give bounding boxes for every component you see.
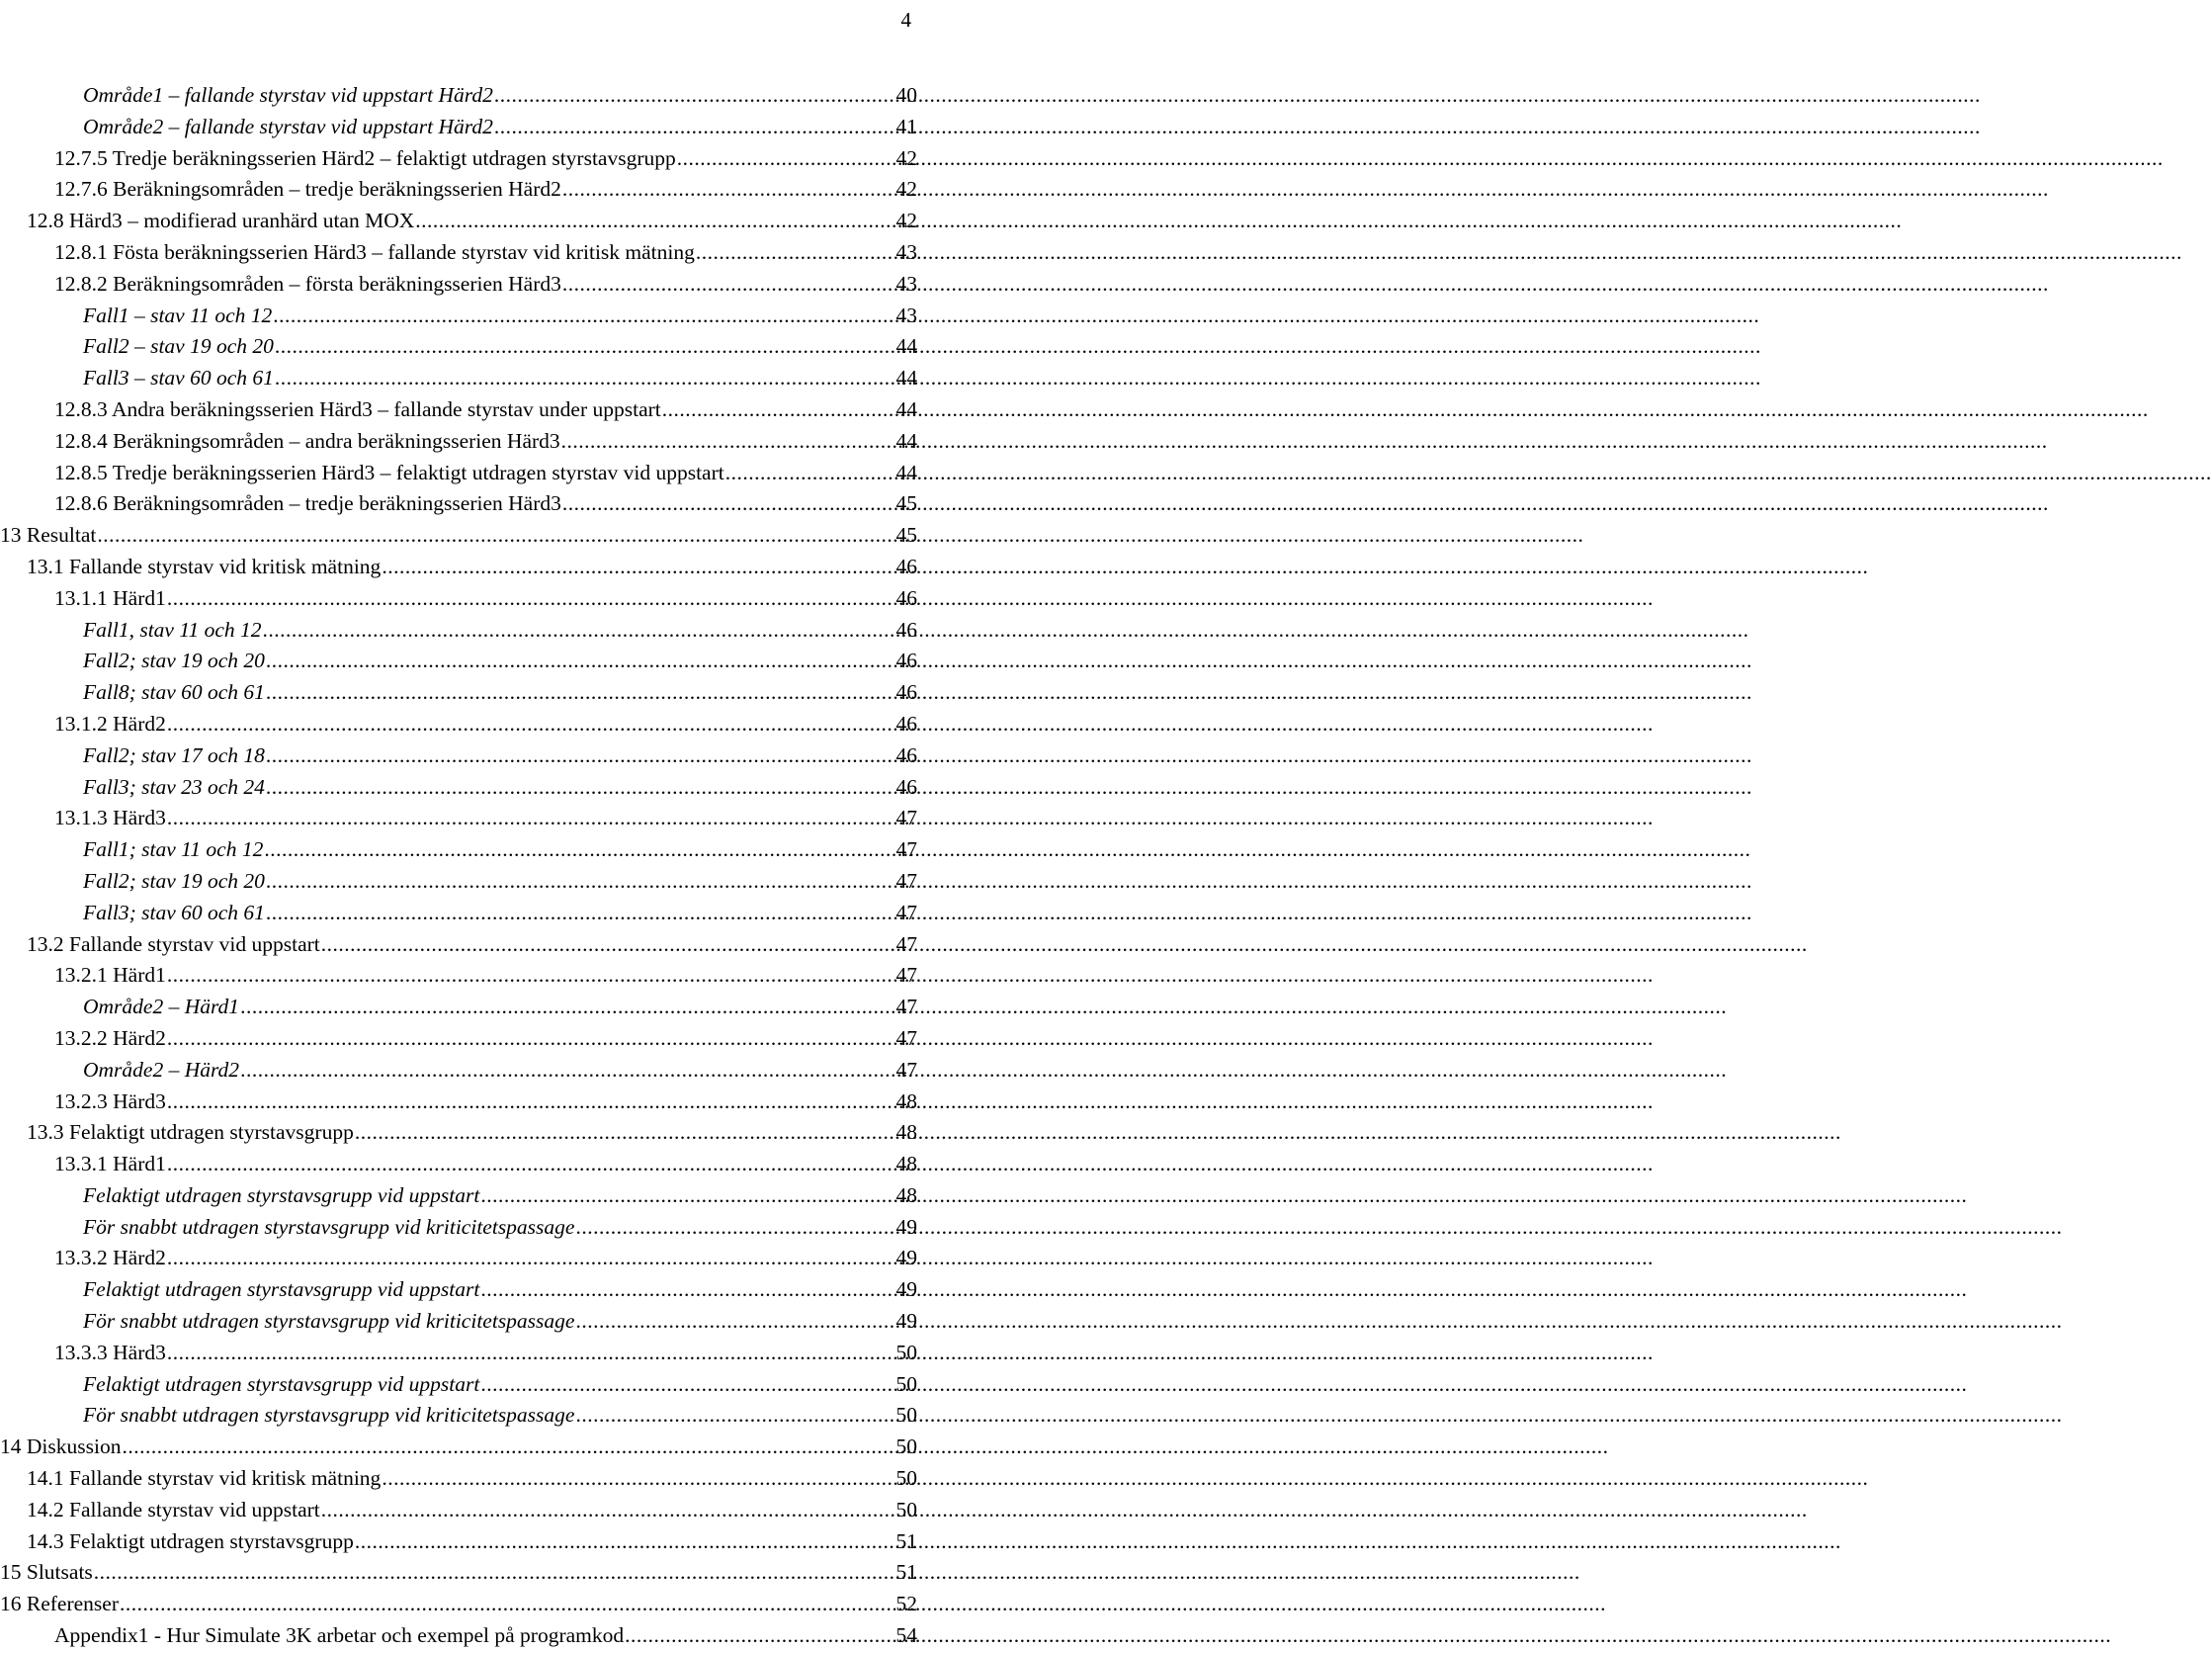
toc-dot-leader: [167, 1243, 895, 1274]
toc-entry-title: 16 Referenser: [0, 1592, 119, 1616]
toc-entry-title: 13.3.2 Härd2: [54, 1246, 166, 1270]
toc-entry[interactable]: [0, 1023, 917, 1055]
toc-entry-page: 43: [895, 239, 917, 264]
toc-entry[interactable]: [0, 301, 917, 332]
toc-entry-page: 47: [895, 1025, 917, 1050]
toc-entry-page: 49: [895, 1277, 917, 1302]
toc-entry[interactable]: [0, 1212, 917, 1244]
toc-dot-leader: [266, 772, 895, 804]
toc-entry-title: Fall2; stav 19 och 20: [83, 649, 265, 673]
toc-entry-page: 54: [895, 1623, 917, 1648]
toc-dot-leader: [321, 929, 895, 961]
toc-entry-page: 50: [895, 1340, 917, 1364]
toc-entry-page: 46: [895, 585, 917, 610]
toc-dot-leader: [382, 552, 894, 583]
toc-dot-leader: [382, 1463, 894, 1495]
toc-entry-title: 12.7.5 Tredje beräkningsserien Härd2 – felaktigt utdragen styrstavsgrupp: [54, 145, 676, 170]
toc-entry-page: 42: [895, 145, 917, 170]
toc-entry[interactable]: [0, 898, 917, 929]
toc-entry[interactable]: [0, 960, 917, 992]
toc-entry-page: 48: [895, 1182, 917, 1207]
toc-entry[interactable]: [0, 552, 917, 583]
toc-entry-title: 14 Diskussion: [0, 1435, 122, 1459]
toc-entry-page: 50: [895, 1497, 917, 1522]
toc-dot-leader: [562, 174, 895, 206]
toc-entry-title: 13.3.3 Härd3: [54, 1340, 166, 1364]
toc-entry-title: 14.1 Fallande styrstav vid kritisk mätning: [27, 1466, 382, 1491]
toc-dot-leader: [562, 488, 895, 520]
toc-entry[interactable]: [0, 1274, 917, 1306]
toc-entry-title: 12.8.4 Beräkningsområden – andra beräkningsserien Härd3: [54, 428, 560, 453]
toc-dot-leader: [266, 740, 895, 772]
toc-entry-page: 41: [895, 114, 917, 138]
toc-dot-leader: [480, 1274, 894, 1306]
toc-entry[interactable]: [0, 1400, 917, 1432]
toc-entry-page: 47: [895, 1057, 917, 1082]
toc-dot-leader: [562, 269, 895, 301]
toc-dot-leader: [120, 1589, 895, 1620]
toc-entry-title: Fall1 – stav 11 och 12: [83, 303, 273, 327]
toc-entry-page: 49: [895, 1309, 917, 1334]
toc-dot-leader: [167, 1338, 895, 1369]
toc-entry[interactable]: [0, 1463, 917, 1495]
toc-entry-title: Fall3; stav 23 och 24: [83, 774, 265, 799]
toc-entry-page: 45: [895, 523, 917, 548]
toc-entry-page: 42: [895, 209, 917, 233]
toc-entry-title: Felaktigt utdragen styrstavsgrupp vid uppstart: [83, 1371, 480, 1396]
toc-entry-page: 44: [895, 334, 917, 359]
toc-dot-leader: [494, 112, 895, 143]
toc-entry[interactable]: [0, 1369, 917, 1401]
toc-dot-leader: [97, 520, 894, 552]
toc-entry-title: För snabbt utdragen styrstavsgrupp vid kriticitetspassage: [83, 1403, 575, 1428]
toc-entry-title: 12.8.2 Beräkningsområden – första beräkningsserien Härd3: [54, 271, 561, 296]
toc-entry[interactable]: [0, 143, 917, 175]
toc-entry[interactable]: [0, 331, 917, 363]
toc-entry[interactable]: [0, 1055, 917, 1087]
toc-entry-page: 48: [895, 1152, 917, 1176]
toc-entry-page: 47: [895, 995, 917, 1019]
toc-dot-leader: [480, 1180, 894, 1212]
toc-entry[interactable]: [0, 803, 917, 834]
toc-dot-leader: [677, 143, 895, 175]
toc-dot-leader: [266, 677, 895, 709]
toc-entry-title: Fall1; stav 11 och 12: [83, 837, 264, 862]
toc-dot-leader: [275, 363, 895, 394]
toc-dot-leader: [275, 331, 895, 363]
toc-entry[interactable]: [0, 1526, 917, 1558]
toc-dot-leader: [167, 960, 895, 992]
toc-dot-leader: [494, 80, 895, 112]
toc-dot-leader: [264, 834, 894, 866]
toc-dot-leader: [561, 426, 895, 458]
toc-entry-page: 50: [895, 1466, 917, 1491]
toc-entry-page: 44: [895, 460, 917, 484]
toc-entry-title: Felaktigt utdragen styrstavsgrupp vid uppstart: [83, 1182, 480, 1207]
toc-entry-page: 47: [895, 806, 917, 830]
toc-dot-leader: [167, 709, 895, 740]
toc-dot-leader: [355, 1117, 895, 1149]
toc-entry[interactable]: [0, 772, 917, 804]
toc-entry-title: 13.1.2 Härd2: [54, 711, 166, 736]
toc-entry[interactable]: [0, 206, 917, 237]
toc-entry[interactable]: [0, 1243, 917, 1274]
toc-entry-page: 47: [895, 837, 917, 862]
page-number: 4: [900, 8, 911, 32]
toc-dot-leader: [696, 237, 895, 269]
toc-entry[interactable]: [0, 1087, 917, 1118]
toc-dot-leader: [266, 898, 895, 929]
toc-entry-page: 47: [895, 963, 917, 988]
toc-dot-leader: [167, 1087, 895, 1118]
toc-entry-title: 13.1 Fallande styrstav vid kritisk mätning: [27, 554, 382, 578]
toc-dot-leader: [167, 1149, 895, 1180]
toc-entry-title: 12.8.3 Andra beräkningsserien Härd3 – fallande styrstav under uppstart: [54, 396, 661, 421]
toc-entry-title: Fall2 – stav 19 och 20: [83, 334, 274, 359]
toc-entry[interactable]: [0, 929, 917, 961]
toc-entry-page: 48: [895, 1120, 917, 1145]
toc-entry-page: 43: [895, 271, 917, 296]
toc-dot-leader: [266, 646, 895, 677]
toc-entry-title: För snabbt utdragen styrstavsgrupp vid kriticitetspassage: [83, 1214, 575, 1239]
toc-entry-title: 12.8 Härd3 – modifierad uranhärd utan MOX: [27, 209, 415, 233]
toc-entry-title: Fall3 – stav 60 och 61: [83, 366, 274, 391]
toc-entry[interactable]: [0, 1589, 917, 1620]
toc-dot-leader: [273, 301, 894, 332]
toc-entry-page: 44: [895, 428, 917, 453]
toc-entry-title: 13.2.1 Härd1: [54, 963, 166, 988]
toc-entry[interactable]: [0, 80, 917, 112]
toc-entry[interactable]: [0, 458, 917, 489]
toc-entry-page: 46: [895, 774, 917, 799]
toc-entry-page: 45: [895, 491, 917, 516]
toc-entry-title: Fall2; stav 17 och 18: [83, 742, 265, 767]
toc-entry-page: 47: [895, 868, 917, 893]
toc-entry[interactable]: [0, 237, 917, 269]
toc-entry[interactable]: [0, 866, 917, 898]
toc-entry-title: 13.2 Fallande styrstav vid uppstart: [27, 931, 320, 956]
toc-dot-leader: [575, 1212, 894, 1244]
toc-dot-leader: [355, 1526, 895, 1558]
toc-entry-page: 51: [895, 1528, 917, 1553]
toc-entry[interactable]: [0, 363, 917, 394]
toc-entry[interactable]: [0, 488, 917, 520]
toc-entry-title: 14.2 Fallande styrstav vid uppstart: [27, 1497, 320, 1522]
toc-entry-page: 44: [895, 396, 917, 421]
toc-entry-page: 46: [895, 711, 917, 736]
toc-entry-title: Fall1, stav 11 och 12: [83, 617, 262, 642]
toc-entry-page: 49: [895, 1246, 917, 1270]
toc-entry-title: 12.7.6 Beräkningsområden – tredje beräkningsserien Härd2: [54, 177, 561, 202]
toc-entry[interactable]: [0, 1557, 917, 1589]
toc-entry[interactable]: [0, 394, 917, 426]
toc-entry-page: 50: [895, 1371, 917, 1396]
toc-entry-title: 13.1.1 Härd1: [54, 585, 166, 610]
toc-entry[interactable]: [0, 709, 917, 740]
toc-entry[interactable]: [0, 583, 917, 615]
toc-dot-leader: [725, 458, 895, 489]
toc-entry-page: 46: [895, 649, 917, 673]
toc-entry-title: 13.3 Felaktigt utdragen styrstavsgrupp: [27, 1120, 354, 1145]
toc-entry-page: 42: [895, 177, 917, 202]
toc-entry-title: Område1 – fallande styrstav vid uppstart Härd2: [83, 83, 493, 107]
toc-entry-page: 46: [895, 680, 917, 705]
toc-entry-title: Fall2; stav 19 och 20: [83, 868, 265, 893]
toc-dot-leader: [240, 992, 894, 1023]
toc-dot-leader: [480, 1369, 894, 1401]
toc-entry[interactable]: [0, 174, 917, 206]
toc-entry-page: 46: [895, 617, 917, 642]
toc-entry-page: 50: [895, 1403, 917, 1428]
toc-entry[interactable]: [0, 1306, 917, 1338]
toc-entry-page: 49: [895, 1214, 917, 1239]
toc-entry[interactable]: [0, 1432, 917, 1463]
toc-entry[interactable]: [0, 1180, 917, 1212]
toc-entry-page: 46: [895, 742, 917, 767]
toc-entry[interactable]: [0, 646, 917, 677]
toc-entry-title: 12.8.5 Tredje beräkningsserien Härd3 – felaktigt utdragen styrstav vid uppstart: [54, 460, 724, 484]
toc-entry-title: 13.3.1 Härd1: [54, 1152, 166, 1176]
toc-entry[interactable]: [0, 520, 917, 552]
toc-entry-title: Appendix1 - Hur Simulate 3K arbetar och exempel på programkod: [54, 1623, 625, 1648]
toc-entry-title: 15 Slutsats: [0, 1560, 93, 1585]
toc-entry[interactable]: [0, 1149, 917, 1180]
toc-entry-page: 52: [895, 1592, 917, 1616]
toc-dot-leader: [662, 394, 895, 426]
toc-entry[interactable]: [0, 615, 917, 647]
toc-dot-leader: [94, 1557, 895, 1589]
toc-dot-leader: [122, 1432, 894, 1463]
toc-entry[interactable]: [0, 269, 917, 301]
toc-entry-title: 14.3 Felaktigt utdragen styrstavsgrupp: [27, 1528, 354, 1553]
toc-dot-leader: [415, 206, 894, 237]
toc-dot-leader: [167, 583, 895, 615]
toc-entry[interactable]: [0, 1620, 917, 1652]
toc-entry[interactable]: [0, 426, 917, 458]
toc-entry-title: Fall3; stav 60 och 61: [83, 900, 265, 924]
toc-entry-page: 48: [895, 1088, 917, 1113]
toc-dot-leader: [266, 866, 895, 898]
toc-entry-title: 13.1.3 Härd3: [54, 806, 166, 830]
toc-entry[interactable]: [0, 992, 917, 1023]
toc-entry-title: Fall8; stav 60 och 61: [83, 680, 265, 705]
toc-dot-leader: [575, 1400, 894, 1432]
toc-dot-leader: [321, 1495, 895, 1526]
toc-entry-page: 40: [895, 83, 917, 107]
toc-entry-title: Område2 – fallande styrstav vid uppstart Härd2: [83, 114, 493, 138]
toc-entry-title: Område2 – Härd2: [83, 1057, 240, 1082]
toc-entry-title: 13 Resultat: [0, 523, 97, 548]
toc-entry[interactable]: [0, 1117, 917, 1149]
toc-entry-page: 44: [895, 366, 917, 391]
toc-entry[interactable]: [0, 677, 917, 709]
table-of-contents: [0, 80, 917, 1652]
toc-entry-page: 46: [895, 554, 917, 578]
toc-entry[interactable]: [0, 740, 917, 772]
toc-entry-page: 47: [895, 931, 917, 956]
toc-dot-leader: [240, 1055, 894, 1087]
toc-dot-leader: [167, 1023, 895, 1055]
toc-dot-leader: [167, 803, 895, 834]
toc-entry-page: 50: [895, 1435, 917, 1459]
toc-dot-leader: [575, 1306, 894, 1338]
toc-dot-leader: [625, 1620, 894, 1652]
toc-entry[interactable]: [0, 112, 917, 143]
toc-entry-title: 12.8.6 Beräkningsområden – tredje beräkningsserien Härd3: [54, 491, 561, 516]
toc-entry-title: 13.2.3 Härd3: [54, 1088, 166, 1113]
toc-entry[interactable]: [0, 834, 917, 866]
toc-entry-title: 13.2.2 Härd2: [54, 1025, 166, 1050]
toc-entry-title: Område2 – Härd1: [83, 995, 240, 1019]
toc-entry-page: 43: [895, 303, 917, 327]
toc-entry-title: Felaktigt utdragen styrstavsgrupp vid uppstart: [83, 1277, 480, 1302]
toc-entry-page: 47: [895, 900, 917, 924]
toc-entry-title: 12.8.1 Fösta beräkningsserien Härd3 – fallande styrstav vid kritisk mätning: [54, 239, 695, 264]
toc-dot-leader: [263, 615, 895, 647]
toc-entry[interactable]: [0, 1338, 917, 1369]
toc-entry-title: För snabbt utdragen styrstavsgrupp vid kriticitetspassage: [83, 1309, 575, 1334]
toc-entry-page: 51: [895, 1560, 917, 1585]
toc-entry[interactable]: [0, 1495, 917, 1526]
